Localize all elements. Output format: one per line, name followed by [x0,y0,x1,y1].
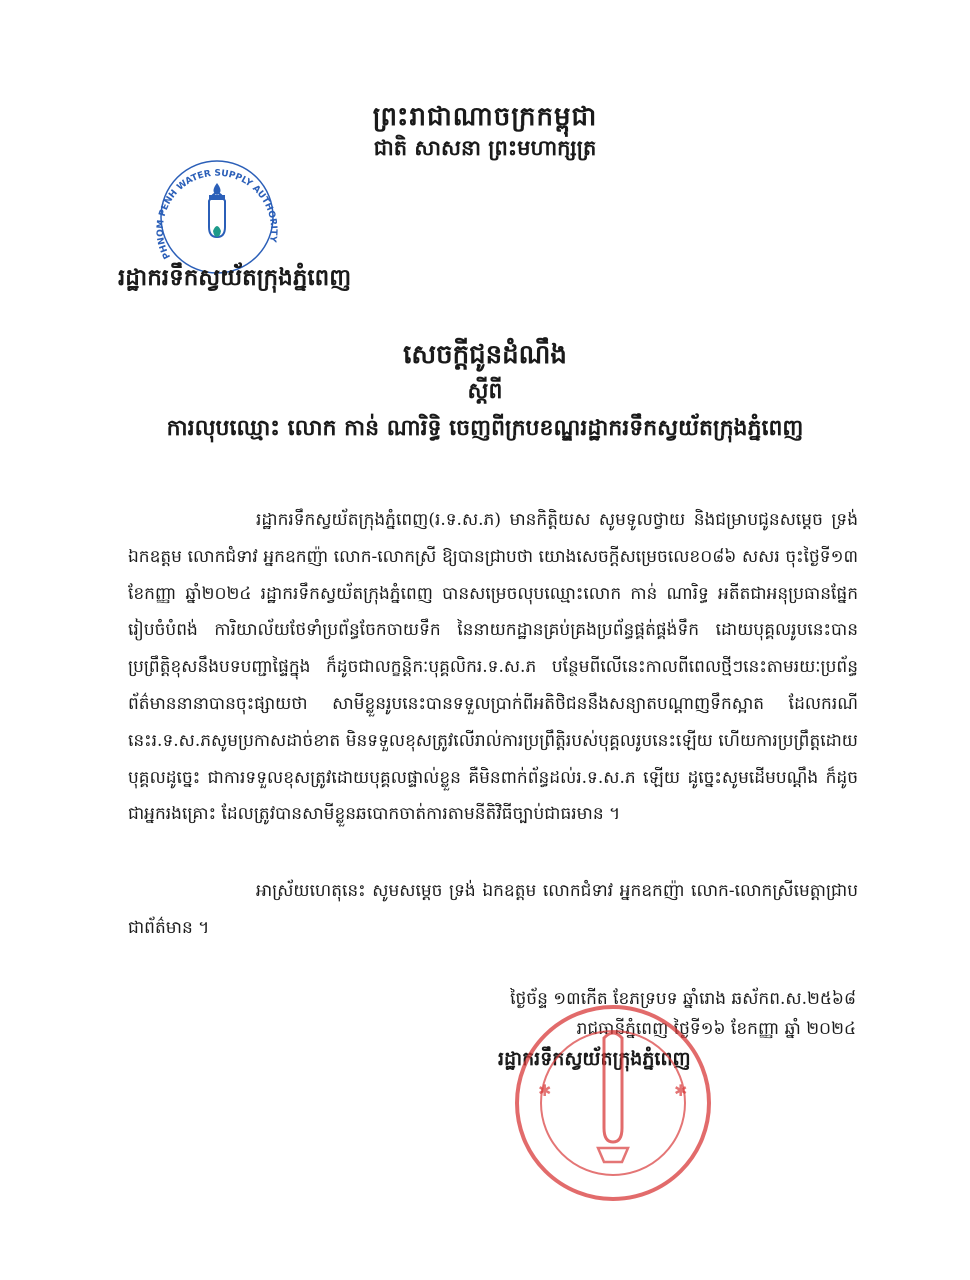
notice-title: សេចក្តីជូនដំណឹង [403,340,567,370]
kingdom-title: ព្រះរាជាណាចក្រកម្ពុជា [372,102,598,132]
signature-organization: រដ្ឋាករទឹកស្វយ័តក្រុងភ្នំពេញ [498,1048,691,1070]
notice-body [128,502,858,947]
logo-arc-text: PHNOM PENH WATER SUPPLY AUTHORITY [155,168,279,261]
national-motto: ជាតិ សាសនា ព្រះមហាក្សត្រ [373,135,597,160]
organization-name: រដ្ឋាករទឹកស្វយ័តក្រុងភ្នំពេញ [118,264,352,291]
notice-subtitle: ស្តីពី [467,378,503,404]
signature-block [436,984,856,1074]
solar-date: រាជធានីភ្នំពេញ ថ្ងៃទី១៦ ខែកញ្ញា ឆ្នាំ ២០២៤ [576,1019,856,1039]
kingdom-header [330,100,640,162]
body-paragraph-2: អាស្រ័យហេតុនេះ សូមសម្តេច ទ្រង់ ឯកឧត្តម លោកជំទាវ អ្នកឧកញ៉ា លោក-លោកស្រីមេត្តាជ្រាបជាព័ត៌មាន ។ [128,881,858,938]
body-paragraph-1: រដ្ឋាករទឹកស្វយ័តក្រុងភ្នំពេញ(រ.ទ.ស.ភ) មានកិត្តិយស សូមទូលថ្វាយ និងជម្រាបជូនសម្តេច ទ្រង់ ឯកឧត្តម លោកជំទាវ អ្នកឧកញ៉ា លោក-លោកស្រី ឱ្យបានជ្រាបថា យោងសេចក្តីសម្រេចលេខ០៨៦ សសរ ចុះថ្ងៃទី១៣ ខែកញ្ញា ឆ្នាំ២០២៤ រដ្ឋាករទឹកស្វយ័តក្រុងភ្នំពេញ បានសម្រេចលុបឈ្មោះលោក កាន់ ណារិទ្ធ អតីតជាអនុប្រធានផ្នែករៀបចំបំពង់ ការិយាល័យថែទាំប្រព័ន្ធចែកចាយទឹក នៃនាយកដ្ឋានគ្រប់គ្រងប្រព័ន្ធផ្គត់ផ្គង់ទឹក ដោយបុគ្គលរូបនេះបានប្រព្រឹត្តិខុសនឹងបទបញ្ជាផ្ទៃក្នុង ក៏ដូចជាលក្ខន្តិកៈបុគ្គលិករ.ទ.ស.ភ បន្ថែមពីលើនេះកាលពីពេលថ្មីៗនេះតាមរយៈប្រព័ន្ធព័ត៌មាននានាបានចុះផ្សាយថា សាមីខ្លួនរូបនេះបានទទួលប្រាក់ពីអតិថិជននឹងសន្យាតបណ្តាញទឹកស្អាត ដែលករណីនេះរ.ទ.ស.ភសូមប្រកាសដាច់ខាត មិនទទួលខុសត្រូវលើរាល់ការប្រព្រឹត្តិរបស់បុគ្គលរូបនេះឡើយ ហើយការប្រព្រឹត្តដោយបុគ្គលដូច្នេះ ជាការទទួលខុសត្រូវដោយបុគ្គលផ្ទាល់ខ្លួន គឺមិនពាក់ព័ន្ធដល់រ.ទ.ស.ភ ឡើយ ដូច្នេះសូមដើមបណ្តឹង ក៏ដូចជាអ្នករងគ្រោះ ដែលត្រូវបានសាមីខ្លួនឆបោកចាត់ការតាមនីតិវិធីច្បាប់ជាធរមាន ។ [128,510,858,825]
svg-text:✱: ✱ [538,1081,552,1100]
svg-text:✱: ✱ [674,1081,688,1100]
notice-subject: ការលុបឈ្មោះ លោក កាន់ ណារិទ្ធិ ចេញពីក្របខណ្ឌរដ្ឋាករទឹកស្វយ័តក្រុងភ្នំពេញ [166,415,804,441]
notice-heading [0,336,970,448]
lunar-date: ថ្ងៃច័ន្ទ ១៣កើត ខែភទ្របទ ឆ្នាំរោង ឆស័កព.ស.២៥៦៨ [510,989,856,1009]
